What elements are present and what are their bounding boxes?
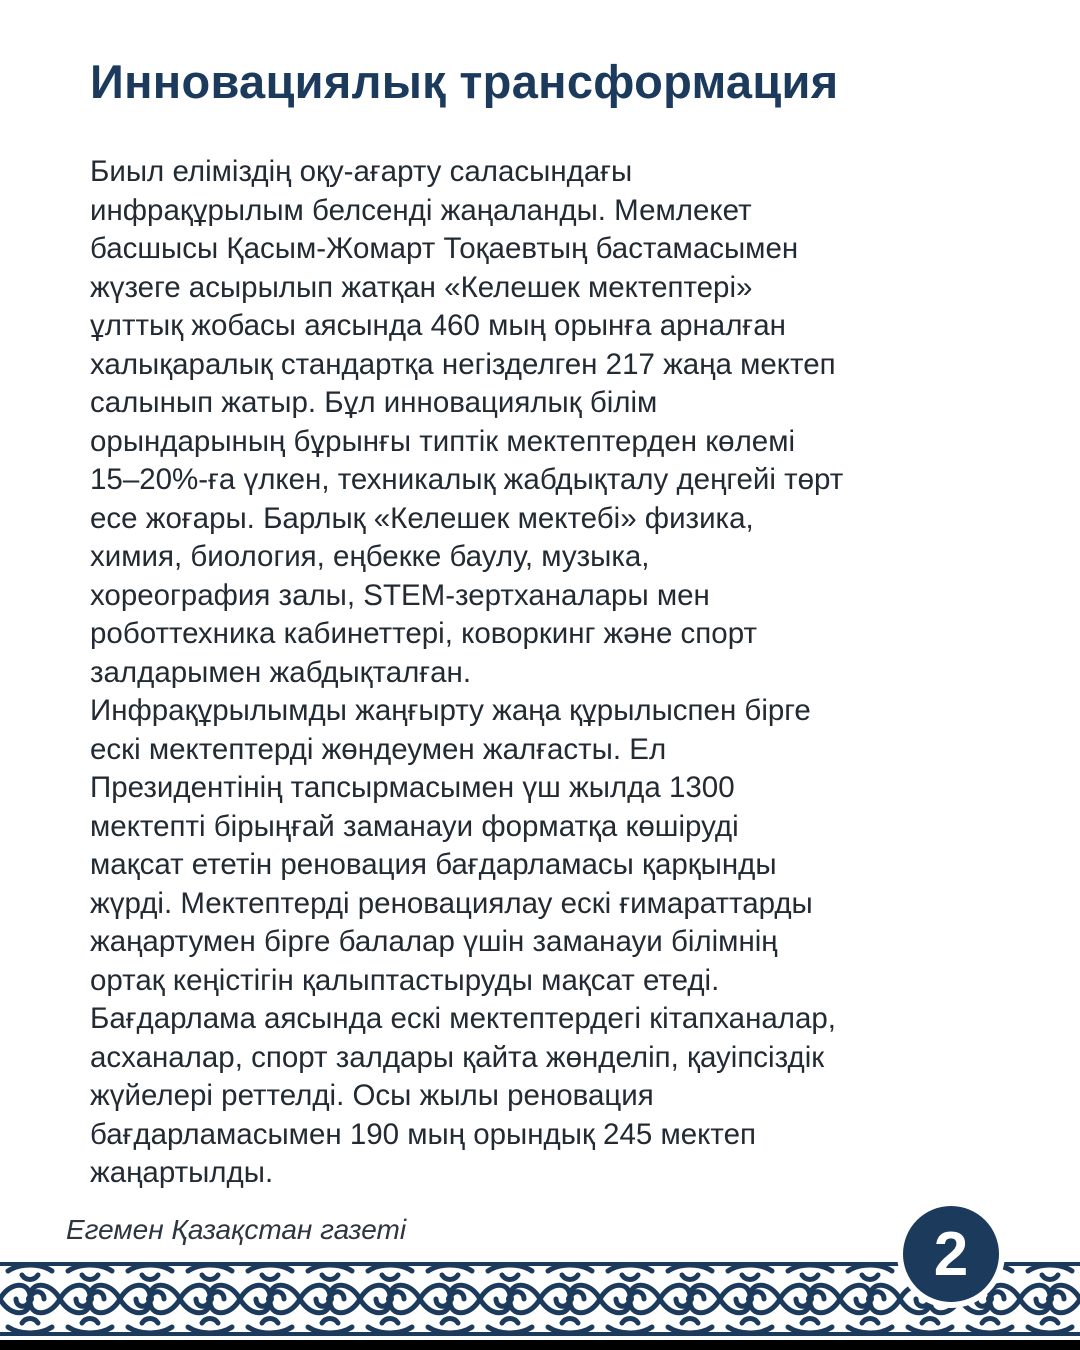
- article-line: жаңартумен бірге балалар үшін заманауи білімнің: [90, 925, 778, 958]
- article-line: асханалар, спорт залдары қайта жөнделіп, қауіпсіздік: [90, 1040, 825, 1074]
- article-line: инфрақұрылым белсенді жаңаланды. Мемлекет: [90, 193, 752, 227]
- article-line: хореография залы, STEM-зертханалары мен: [90, 578, 710, 612]
- article-line: жүйелері реттелді. Осы жылы реновация: [90, 1079, 654, 1112]
- article-line: жаңартылды.: [90, 1156, 274, 1189]
- page-title: Инновациялық трансформация: [90, 55, 839, 108]
- bottom-divider: [0, 1340, 1080, 1350]
- article-line: жүрді. Мектептерді реновациялау ескі ғимараттарды: [90, 886, 813, 920]
- article-line: 15–20%-ға үлкен, техникалық жабдықталу деңгейі төрт: [90, 463, 844, 496]
- article-line: есе жоғары. Барлық «Келешек мектебі» физика,: [90, 501, 754, 535]
- article-line: Бағдарлама аясында ескі мектептердегі кітапханалар,: [90, 1002, 836, 1035]
- article-line: Инфрақұрылымды жаңғырту жаңа құрылыспен бірге: [90, 694, 811, 727]
- article-line: бағдарламасымен 190 мың орындық 245 мектеп: [90, 1117, 756, 1151]
- source-credit: Егемен Қазақстан газеті: [66, 1214, 407, 1245]
- article-line: салынып жатыр. Бұл инновациялық білім: [90, 386, 658, 419]
- page-number-badge: [897, 1200, 1005, 1308]
- article-line: ортақ кеңістігін қалыптастыруды мақсат етеді.: [90, 963, 720, 997]
- article-line: Биыл еліміздің оқу-ағарту саласындағы: [90, 155, 633, 188]
- article-line: ескі мектептерді жөндеумен жалғасты. Ел: [90, 732, 667, 766]
- article-line: Президентінің тапсырмасымен үш жылда 1300: [90, 771, 735, 804]
- page-number: 2: [933, 1219, 969, 1289]
- article-line: халықаралық стандартқа негізделген 217 жаңа мектеп: [90, 347, 836, 381]
- article-line: басшысы Қасым-Жомарт Тоқаевтың бастамасымен: [90, 232, 799, 265]
- article-line: орындарының бұрынғы типтік мектептерден көлемі: [90, 424, 796, 458]
- article-line: залдарымен жабдықталған.: [90, 655, 472, 689]
- article-line: роботтехника кабинеттері, коворкинг және спорт: [90, 617, 757, 650]
- article-body: [90, 153, 1030, 1193]
- article-line: мақсат ететін реновация бағдарламасы қарқынды: [90, 848, 777, 881]
- article-line: ұлттық жобасы аясында 460 мың орынға арналған: [90, 309, 786, 342]
- article-line: мектепті бірыңғай заманауи форматқа көшіруді: [90, 809, 739, 843]
- article-line: жүзеге асырылып жатқан «Келешек мектептері»: [90, 270, 753, 304]
- article-line: химия, биология, еңбекке баулу, музыка,: [90, 540, 650, 573]
